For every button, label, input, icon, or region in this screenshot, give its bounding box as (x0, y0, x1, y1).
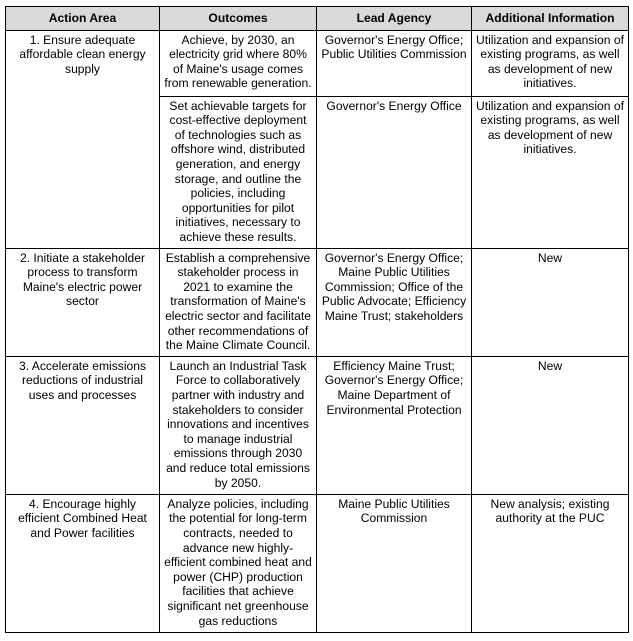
outcome-cell: Achieve, by 2030, an electricity grid where 80% of Maine's usage comes from renewable generation. (160, 30, 317, 96)
header-outcomes: Outcomes (160, 7, 317, 31)
action-area-cell: 2. Initiate a stakeholder process to transform Maine's electric power sector (6, 248, 160, 356)
table-row (6, 248, 629, 356)
table-row (6, 30, 629, 96)
header-row (6, 7, 629, 31)
action-area-cell: 4. Encourage highly efficient Combined Heat and Power facilities (6, 494, 160, 632)
action-area-cell: 3. Accelerate emissions reductions of industrial uses and processes (6, 356, 160, 494)
table-row (6, 356, 629, 494)
lead-agency-cell: Governor's Energy Office (317, 96, 472, 248)
header-lead-agency: Lead Agency (317, 7, 472, 31)
outcome-cell: Set achievable targets for cost-effective deployment of technologies such as offshore wind, distributed generation, and energy storage, and outline the policies, including opportunities for pilot initiatives, necessary to achieve these results. (160, 96, 317, 248)
additional-info-cell: Utilization and expansion of existing programs, as well as development of new initiatives. (472, 30, 629, 96)
action-area-cell: 1. Ensure adequate affordable clean energy supply (6, 30, 160, 96)
outcome-cell: Establish a comprehensive stakeholder process in 2021 to examine the transformation of Maine's electric sector and facilitate other recommendations of the Maine Climate Council. (160, 248, 317, 356)
lead-agency-cell: Governor's Energy Office; Maine Public Utilities Commission; Office of the Public Advocate; Efficiency Maine Trust; stakeholders (317, 248, 472, 356)
action-table (5, 6, 629, 633)
action-area-cell (6, 96, 160, 248)
additional-info-cell: New analysis; existing authority at the PUC (472, 494, 629, 632)
lead-agency-cell: Maine Public Utilities Commission (317, 494, 472, 632)
table-row (6, 96, 629, 248)
table-row (6, 494, 629, 632)
outcome-cell: Analyze policies, including the potential for long-term contracts, needed to advance new highly-efficient combined heat and power (CHP) production facilities that achieve significant net greenhouse gas reductions (160, 494, 317, 632)
lead-agency-cell: Governor's Energy Office; Public Utilities Commission (317, 30, 472, 96)
header-action-area: Action Area (6, 7, 160, 31)
header-additional-information: Additional Information (472, 7, 629, 31)
additional-info-cell: New (472, 356, 629, 494)
outcome-cell: Launch an Industrial Task Force to collaboratively partner with industry and stakeholders to consider innovations and incentives to manage industrial emissions through 2030 and reduce total emissions by 2050. (160, 356, 317, 494)
additional-info-cell: New (472, 248, 629, 356)
additional-info-cell: Utilization and expansion of existing programs, as well as development of new initiatives. (472, 96, 629, 248)
lead-agency-cell: Efficiency Maine Trust; Governor's Energy Office; Maine Department of Environmental Protection (317, 356, 472, 494)
